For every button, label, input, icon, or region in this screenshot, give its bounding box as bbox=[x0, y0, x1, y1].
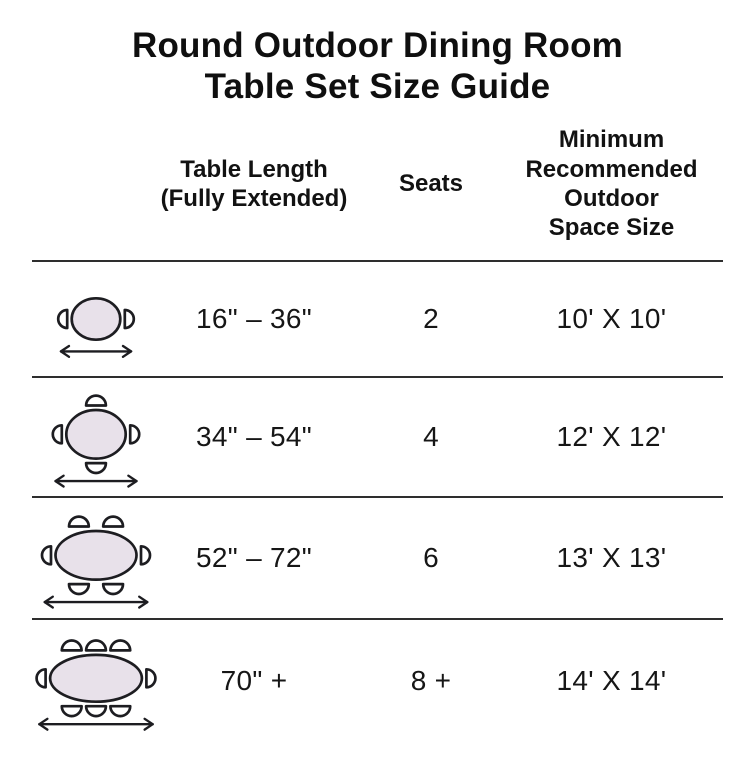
table-row bbox=[32, 376, 723, 496]
cell-space-size: 10' X 10' bbox=[556, 302, 667, 334]
round-table-8-chairs-icon bbox=[33, 627, 159, 735]
cell-table-length: 34" – 54" bbox=[196, 420, 312, 452]
page-title bbox=[18, 26, 737, 108]
row-icon-cell bbox=[32, 627, 160, 735]
header-seats: Seats bbox=[398, 170, 464, 198]
cell-table-length: 16" – 36" bbox=[196, 302, 312, 334]
cell-seats: 8 + bbox=[410, 665, 452, 697]
round-table-6-chairs-icon bbox=[33, 504, 159, 612]
size-guide-table bbox=[32, 108, 723, 743]
cell-seats: 4 bbox=[423, 420, 439, 452]
cell-space-size: 13' X 13' bbox=[556, 541, 667, 573]
cell-space-size: 14' X 14' bbox=[556, 665, 667, 697]
size-guide-page bbox=[0, 26, 755, 743]
table-header-row bbox=[32, 108, 723, 260]
round-table-4-chairs-icon bbox=[33, 383, 159, 491]
table-row bbox=[32, 260, 723, 376]
row-icon-cell bbox=[32, 383, 160, 491]
row-icon-cell bbox=[32, 504, 160, 612]
table-row bbox=[32, 496, 723, 618]
cell-seats: 2 bbox=[423, 302, 439, 334]
table-row bbox=[32, 618, 723, 743]
header-table-length: Table Length (Fully Extended) bbox=[160, 155, 348, 212]
row-icon-cell bbox=[32, 265, 160, 373]
cell-table-length: 70" + bbox=[220, 665, 288, 697]
cell-table-length: 52" – 72" bbox=[196, 541, 312, 573]
round-table-2-chairs-icon bbox=[33, 265, 159, 373]
page-title-line1: Round Outdoor Dining Room bbox=[131, 26, 623, 65]
cell-seats: 6 bbox=[423, 541, 439, 573]
page-title-line2: Table Set Size Guide bbox=[204, 66, 551, 106]
header-space: Minimum Recommended Outdoor Space Size bbox=[525, 126, 698, 242]
cell-space-size: 12' X 12' bbox=[556, 420, 667, 452]
